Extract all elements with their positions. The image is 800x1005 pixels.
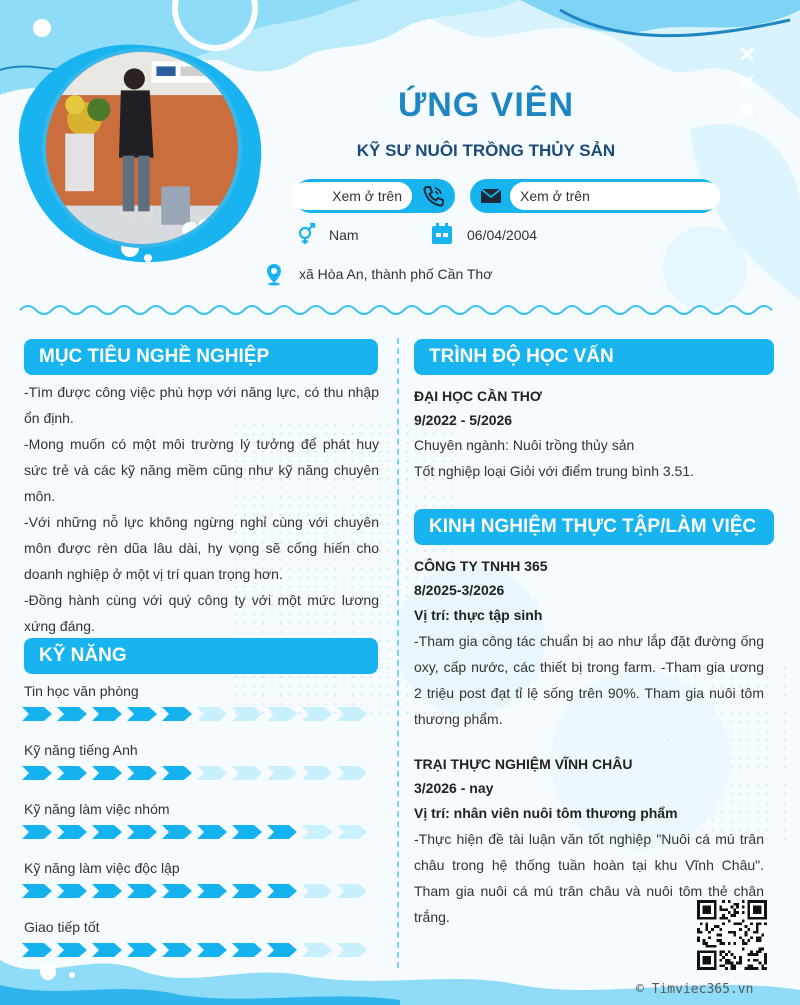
skill-chevron-filled xyxy=(197,825,227,839)
skill-rating-bar xyxy=(22,884,374,900)
address-value: xã Hòa An, thành phố Cần Thơ xyxy=(299,266,493,282)
envelope-icon xyxy=(478,183,504,209)
skill-chevron-filled xyxy=(22,766,52,780)
objective-paragraph: -Với những nỗ lực không ngừng nghỉ cùng với chuyên môn được rèn dũa lâu dài, hy vọng sẽ cống hiến cho doanh nghiệp ở một vị trí quan trọng hơn. xyxy=(24,514,379,582)
skill-chevron-empty xyxy=(197,766,227,780)
calendar-icon xyxy=(430,222,454,246)
skill-chevron-filled xyxy=(92,766,122,780)
phone-value: Xem ở trên xyxy=(292,182,412,210)
skill-chevron-filled xyxy=(267,884,297,898)
profile-photo xyxy=(46,52,238,244)
skill-chevron-filled xyxy=(232,825,262,839)
skill-chevron-empty xyxy=(337,766,367,780)
close-icon[interactable] xyxy=(739,102,755,118)
skill-chevron-filled xyxy=(57,825,87,839)
job-period: 8/2025-3/2026 xyxy=(414,582,505,598)
skill-chevron-filled xyxy=(92,707,122,721)
skill-rating-bar xyxy=(22,766,374,782)
email-field xyxy=(470,179,718,213)
skill-label: Tin học văn phòng xyxy=(24,683,139,699)
email-value: Xem ở trên xyxy=(510,182,720,210)
skill-label: Giao tiếp tốt xyxy=(24,919,100,935)
objective-heading: MỤC TIÊU NGHỀ NGHIỆP xyxy=(24,339,378,375)
objective-paragraph: -Tìm được công việc phù hợp với năng lực, có thu nhập ổn định. xyxy=(24,384,379,426)
skill-chevron-empty xyxy=(302,766,332,780)
skill-chevron-filled xyxy=(22,825,52,839)
skill-chevron-filled xyxy=(92,884,122,898)
avatar xyxy=(42,48,242,248)
map-pin-icon xyxy=(262,262,286,286)
objective-text xyxy=(24,379,379,639)
skill-chevron-filled xyxy=(232,943,262,957)
job-position: Vị trí: nhân viên nuôi tôm thương phẩm xyxy=(414,805,678,821)
skill-chevron-filled xyxy=(57,766,87,780)
skill-chevron-filled xyxy=(57,884,87,898)
skill-chevron-filled xyxy=(22,707,52,721)
close-icon[interactable] xyxy=(739,74,755,90)
skill-chevron-filled xyxy=(92,943,122,957)
close-icon[interactable] xyxy=(739,46,755,62)
skills-heading: KỸ NĂNG xyxy=(24,638,378,674)
skill-chevron-empty xyxy=(337,707,367,721)
skill-chevron-filled xyxy=(232,884,262,898)
school-name: ĐẠI HỌC CẦN THƠ xyxy=(414,388,542,404)
phone-icon xyxy=(420,183,446,209)
column-divider xyxy=(397,338,399,968)
gender-icon xyxy=(294,222,318,246)
skill-chevron-empty xyxy=(302,943,332,957)
candidate-name: ỨNG VIÊN xyxy=(397,86,574,124)
phone-field xyxy=(294,179,455,213)
objective-paragraph: -Đồng hành cùng với quý công ty với một mức lương xứng đáng. xyxy=(24,592,379,634)
skill-chevron-filled xyxy=(162,943,192,957)
job-title: KỸ SƯ NUÔI TRỒNG THỦY SẢN xyxy=(356,141,616,160)
skill-chevron-filled xyxy=(127,766,157,780)
skill-chevron-filled xyxy=(57,943,87,957)
skill-chevron-empty xyxy=(197,707,227,721)
skill-chevron-filled xyxy=(267,825,297,839)
objective-paragraph: -Mong muốn có một môi trường lý tưởng để phát huy sức trẻ và các kỹ năng mềm cũng như kỹ năng chuyên môn. xyxy=(24,436,379,504)
skill-chevron-filled xyxy=(267,943,297,957)
footer-brand: © Timviec365.vn xyxy=(636,982,754,997)
skill-chevron-filled xyxy=(197,884,227,898)
skill-chevron-filled xyxy=(127,884,157,898)
skill-chevron-filled xyxy=(92,825,122,839)
experience-heading: KINH NGHIỆM THỰC TẬP/LÀM VIỆC xyxy=(414,509,774,545)
skill-chevron-filled xyxy=(127,707,157,721)
skill-chevron-empty xyxy=(337,943,367,957)
education-period: 9/2022 - 5/2026 xyxy=(414,412,513,428)
skill-label: Kỹ năng tiếng Anh xyxy=(24,742,138,758)
skill-chevron-empty xyxy=(267,766,297,780)
job-description: -Tham gia công tác chuẩn bị ao như lắp đặt đường ống oxy, cấp nước, các thiết bị trong farm. -Tham gia ương 2 triệu post đạt tỉ lệ sống trên 90%. Tham gia nuôi tôm thương phẩm. xyxy=(414,633,764,727)
skill-chevron-filled xyxy=(162,707,192,721)
skill-label: Kỹ năng làm việc nhóm xyxy=(24,801,170,817)
skill-label: Kỹ năng làm việc độc lập xyxy=(24,860,180,876)
skill-chevron-filled xyxy=(162,884,192,898)
skill-chevron-filled xyxy=(57,707,87,721)
skill-chevron-filled xyxy=(22,943,52,957)
skill-chevron-filled xyxy=(162,766,192,780)
dob-value: 06/04/2004 xyxy=(467,227,538,243)
skill-chevron-filled xyxy=(127,943,157,957)
skill-chevron-empty xyxy=(302,825,332,839)
skill-chevron-empty xyxy=(232,707,262,721)
skill-chevron-filled xyxy=(197,943,227,957)
skill-chevron-filled xyxy=(127,825,157,839)
skill-rating-bar xyxy=(22,707,374,723)
skill-rating-bar xyxy=(22,825,374,841)
job-period: 3/2026 - nay xyxy=(414,780,494,796)
skill-chevron-empty xyxy=(232,766,262,780)
skill-chevron-filled xyxy=(162,825,192,839)
skill-chevron-empty xyxy=(267,707,297,721)
job-company: CÔNG TY TNHH 365 xyxy=(414,558,548,574)
job-company: TRẠI THỰC NGHIỆM VĨNH CHÂU xyxy=(414,756,633,772)
job-description: -Thực hiện đề tài luận văn tốt nghiệp "Nuôi cá mú trân châu trong hệ thống tuần hoàn tại khu Vĩnh Châu". Tham gia nuôi cá mú trân châu và nuôi tôm thẻ chân trắng. xyxy=(414,831,764,925)
education-major: Chuyên ngành: Nuôi trồng thủy sản xyxy=(414,437,635,453)
skill-chevron-filled xyxy=(22,884,52,898)
job-position: Vị trí: thực tập sinh xyxy=(414,607,543,623)
education-heading: TRÌNH ĐỘ HỌC VẤN xyxy=(414,339,774,375)
skill-chevron-empty xyxy=(337,825,367,839)
skill-chevron-empty xyxy=(337,884,367,898)
education-grade: Tốt nghiệp loại Giỏi với điểm trung bình 3.51. xyxy=(414,463,695,479)
skill-chevron-empty xyxy=(302,884,332,898)
skill-chevron-empty xyxy=(302,707,332,721)
qr-code-icon xyxy=(697,900,767,970)
gender-value: Nam xyxy=(329,227,359,243)
skill-rating-bar xyxy=(22,943,374,959)
